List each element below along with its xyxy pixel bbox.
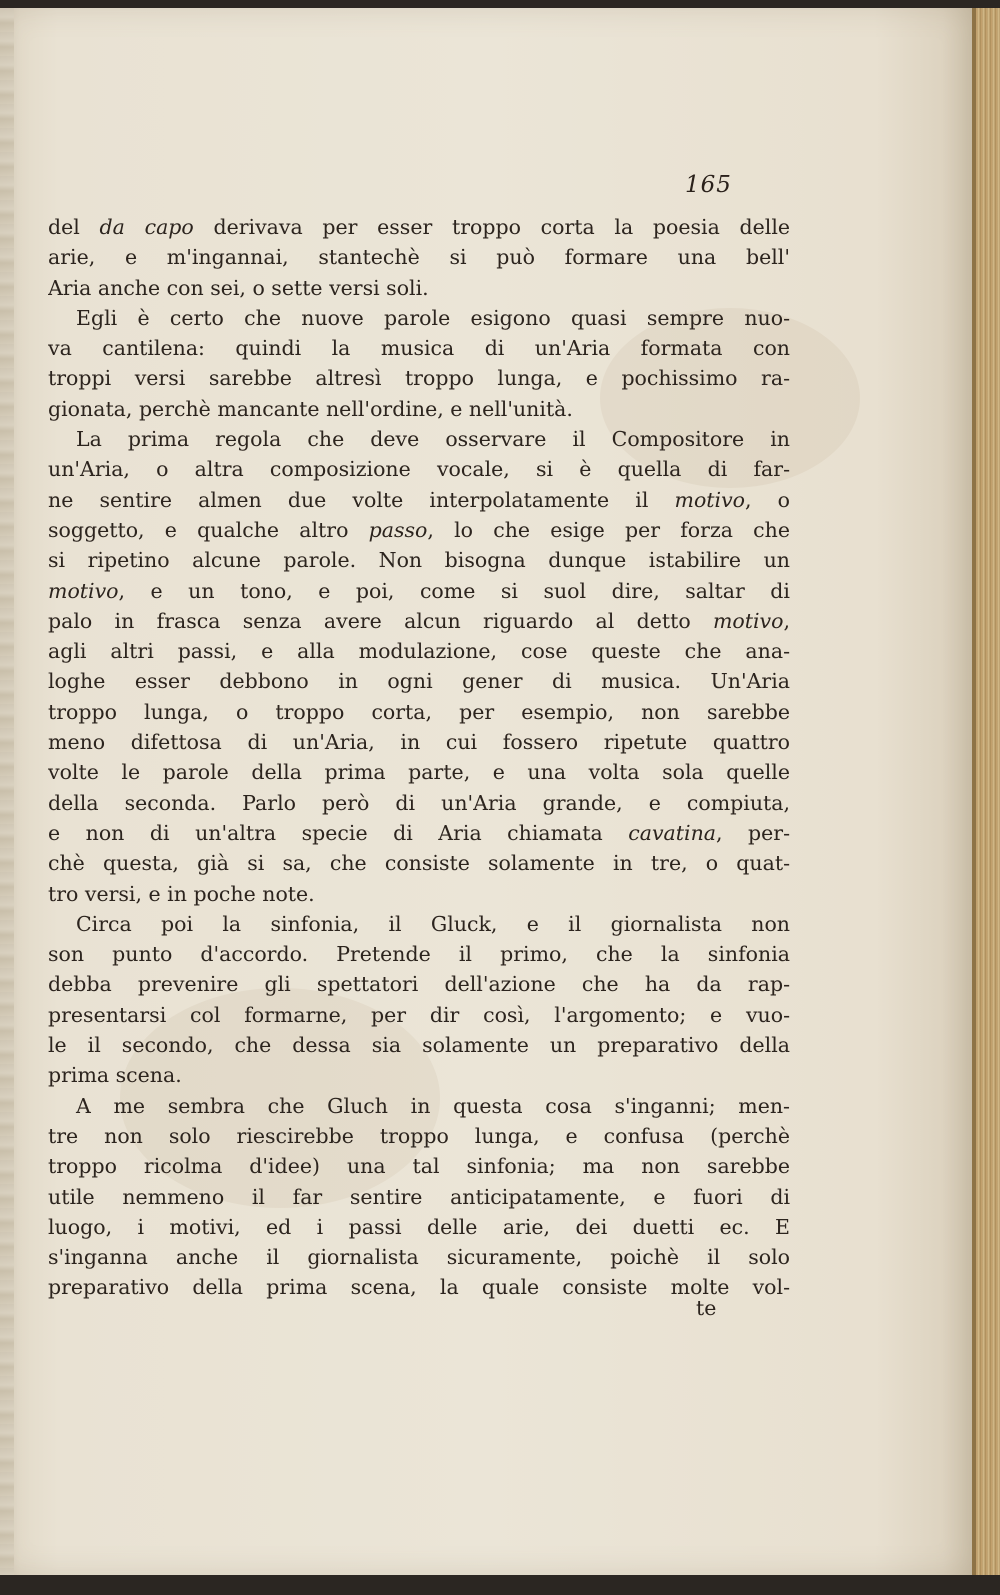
text-line: va cantilena: quindi la musica di un'Aria formata con [48, 336, 790, 361]
text-line: Aria anche con sei, o sette versi soli. [48, 275, 429, 300]
text-line: son punto d'accordo. Pretende il primo, che la sinfonia [48, 942, 790, 967]
text-line: motivo, e un tono, e poi, come si suol dire, saltar di [48, 578, 790, 603]
text-line: presentarsi col formarne, per dir così, l'argomento; e vuo- [48, 1002, 790, 1027]
text-line: tre non solo riescirebbe troppo lunga, e confusa (perchè [48, 1123, 790, 1148]
text-line: meno difettosa di un'Aria, in cui fossero ripetute quattro [48, 730, 790, 755]
text-line: le il secondo, che dessa sia solamente un preparativo della [48, 1033, 790, 1058]
text-line: ne sentire almen due volte interpolatamente il motivo, o [48, 487, 790, 512]
text-line: volte le parole della prima parte, e una volta sola quelle [48, 760, 790, 785]
text-line: soggetto, e qualche altro passo, lo che esige per forza che [48, 517, 790, 542]
text-line: chè questa, già si sa, che consiste solamente in tre, o quat- [48, 851, 790, 876]
catchword: te [696, 1296, 717, 1320]
text-line: La prima regola che deve osservare il Compositore in [76, 427, 790, 452]
page-number: 165 [685, 172, 732, 198]
text-line: agli altri passi, e alla modulazione, cose queste che ana- [48, 639, 790, 664]
body-text [48, 212, 790, 1303]
text-line: debba prevenire gli spettatori dell'azione che ha da rap- [48, 972, 790, 997]
text-line: della seconda. Parlo però di un'Aria grande, e compiuta, [48, 790, 790, 815]
text-line: tro versi, e in poche note. [48, 881, 315, 906]
text-line: A me sembra che Gluch in questa cosa s'inganni; men- [76, 1093, 790, 1118]
text-line: si ripetino alcune parole. Non bisogna dunque istabilire un [48, 548, 790, 573]
text-line: Circa poi la sinfonia, il Gluck, e il giornalista non [76, 911, 790, 936]
text-line: e non di un'altra specie di Aria chiamata cavatina, per- [48, 820, 790, 845]
text-line: troppo ricolma d'idee) una tal sinfonia; ma non sarebbe [48, 1154, 790, 1179]
page-gutter [0, 8, 14, 1575]
text-line: utile nemmeno il far sentire anticipatamente, e fuori di [48, 1184, 790, 1209]
text-line: s'inganna anche il giornalista sicuramente, poichè il solo [48, 1245, 790, 1270]
page-edges [972, 8, 1000, 1575]
text-line: palo in frasca senza avere alcun riguardo al detto motivo, [48, 608, 790, 633]
text-line: gionata, perchè mancante nell'ordine, e nell'unità. [48, 396, 573, 421]
text-line: un'Aria, o altra composizione vocale, si è quella di far- [48, 457, 790, 482]
text-line: Egli è certo che nuove parole esigono quasi sempre nuo- [76, 305, 790, 330]
text-line: troppi versi sarebbe altresì troppo lunga, e pochissimo ra- [48, 366, 790, 391]
text-line: loghe esser debbono in ogni gener di musica. Un'Aria [48, 669, 790, 694]
text-line: del da capo derivava per esser troppo corta la poesia delle [48, 215, 790, 239]
text-line: prima scena. [48, 1063, 182, 1088]
text-line: troppo lunga, o troppo corta, per esempio, non sarebbe [48, 699, 790, 724]
text-line: preparativo della prima scena, la quale consiste molte vol- [48, 1275, 790, 1300]
text-line: luogo, i motivi, ed i passi delle arie, dei duetti ec. E [48, 1214, 790, 1239]
text-line: arie, e m'ingannai, stantechè si può formare una bell' [48, 245, 790, 270]
